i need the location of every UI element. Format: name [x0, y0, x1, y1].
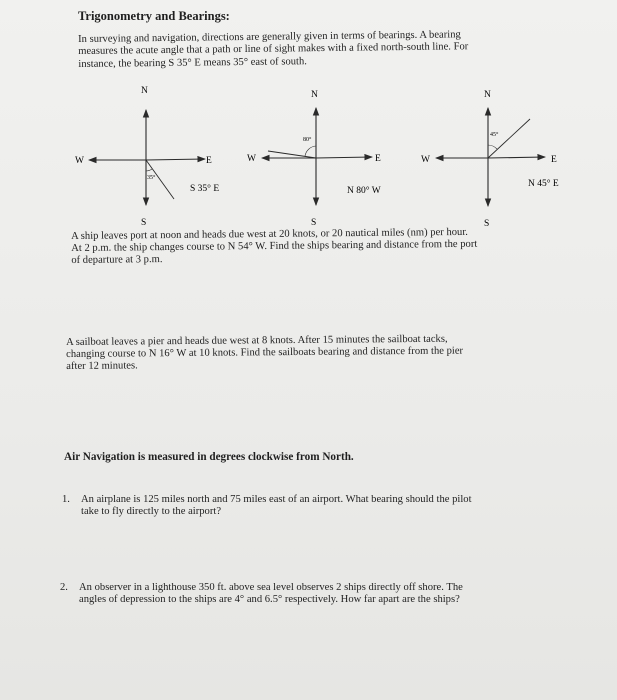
bearing-label: N 80° W [347, 186, 381, 196]
south-label: S [141, 218, 147, 228]
problem-line: of departure at 3 p.m. [71, 254, 163, 267]
question-number: 1. [62, 494, 70, 505]
west-label: W [247, 154, 256, 164]
bearing-ray [488, 119, 530, 158]
question-line: An observer in a lighthouse 350 ft. above sea level observes 2 ships directly off shore. The [79, 582, 463, 593]
east-label: E [206, 156, 212, 166]
question-line: take to fly directly to the airport? [81, 506, 222, 518]
east-arrow [146, 159, 205, 160]
bearing-label: S 35° E [190, 184, 220, 194]
question-line: angles of depression to the ships are 4° and 6.5° respectively. How far apart are the ships? [79, 594, 460, 606]
south-label: S [311, 218, 317, 228]
problem-line: At 2 p.m. the ship changes course to N 54° W. Find the ships bearing and distance from the port [71, 238, 478, 255]
problem-sailboat [66, 333, 556, 374]
south-label: S [484, 219, 490, 229]
diagram-1 [75, 86, 219, 228]
east-label: E [375, 154, 381, 164]
angle-label: 80° [303, 137, 312, 143]
north-label: N [311, 90, 318, 100]
angle-label: 45° [490, 132, 499, 138]
diagram-3 [421, 90, 559, 229]
bearing-label: N 45° E [528, 179, 559, 189]
question-line: An airplane is 125 miles north and 75 miles east of an airport. What bearing should the pilot [81, 494, 472, 505]
east-arrow [316, 157, 372, 158]
intro-line: In surveying and navigation, directions are generally given in terms of bearings. A bearing [78, 29, 461, 45]
problem-line: A sailboat leaves a pier and heads due west at 8 knots. After 15 minutes the sailboat tacks, [66, 333, 448, 348]
east-label: E [551, 155, 557, 165]
diagram-2 [247, 90, 381, 228]
question-text [81, 494, 561, 518]
intro-line: instance, the bearing S 35° E means 35° east of south. [78, 56, 307, 70]
problem-line: changing course to N 16° W at 10 knots. Find the sailboats bearing and distance from the pier [66, 345, 464, 361]
angle-label: 35° [147, 175, 156, 181]
bearing-ray [268, 151, 316, 158]
page-title: Trigonometry and Bearings: [78, 9, 230, 23]
north-label: N [484, 90, 491, 100]
problem-line: A ship leaves port at noon and heads due west at 20 knots, or 20 nautical miles (nm) per hour. [71, 226, 468, 242]
west-label: W [421, 155, 430, 165]
intro-line: measures the acute angle that a path or line of sight makes with a fixed north-south line. For [78, 41, 469, 58]
angle-arc [146, 169, 152, 171]
angle-arc [488, 145, 497, 149]
problem-line: after 12 minutes. [66, 360, 138, 373]
angle-arc [305, 146, 316, 156]
east-arrow [488, 157, 545, 158]
air-navigation-heading: Air Navigation is measured in degrees clockwise from North. [64, 451, 354, 463]
problem-ship [71, 226, 571, 268]
question-number: 2. [60, 582, 68, 593]
north-label: N [141, 86, 148, 96]
question-text [79, 582, 559, 606]
west-label: W [75, 156, 84, 166]
